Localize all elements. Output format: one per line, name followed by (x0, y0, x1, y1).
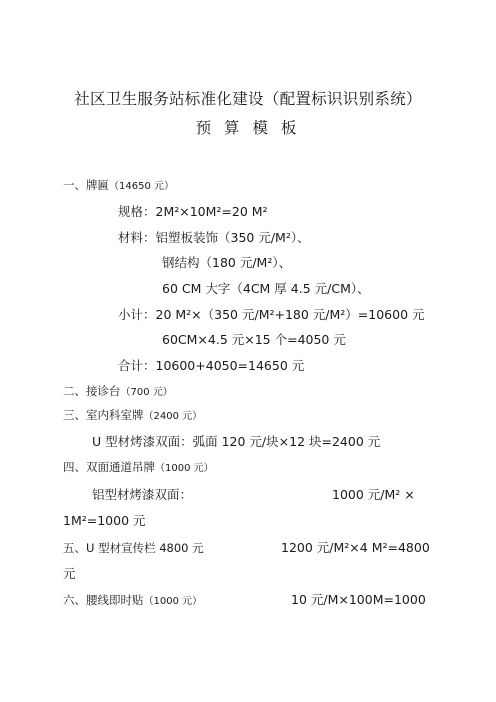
section-4-amount: （1000 元） (155, 463, 214, 474)
section-4-title: 四、双面通道吊牌 (63, 460, 155, 474)
section-4-line-c: 1M²=1000 元 (63, 513, 146, 528)
section-3-amount: （2400 元） (143, 411, 203, 422)
section-4-line-b: 1000 元/M² × (332, 487, 415, 502)
section-3-title: 三、室内科室牌 (63, 408, 144, 422)
section-1-total: 合计：10600+4050=14650 元 (118, 358, 305, 373)
section-1-heading (63, 180, 174, 192)
section-6-line-a: 10 元/M×100M=1000 (291, 592, 426, 607)
section-1-material-2: 钢结构（180 元/M²）、 (162, 255, 292, 270)
document-title: 社区卫生服务站标准化建设（配置标识识别系统） (74, 90, 422, 108)
section-1-subtotal-2: 60CM×4.5 元×15 个=4050 元 (162, 332, 346, 347)
document-subtitle: 预 算 模 板 (195, 119, 301, 137)
section-5-line-b: 元 (63, 566, 76, 581)
section-2-title: 二、接诊台 (63, 384, 121, 398)
section-3-line: U 型材烤漆双面：弧面 120 元/块×12 块=2400 元 (92, 434, 381, 449)
section-4-line-a: 铝型材烤漆双面： (92, 487, 193, 502)
section-1-spec: 规格：2M²×10M²=20 M² (118, 204, 268, 219)
section-1-subtotal-1: 小计：20 M²×（350 元/M²+180 元/M²）=10600 元 (118, 307, 425, 322)
section-6-title: 六、腰线即时贴 (63, 593, 144, 607)
section-5-line-a: 1200 元/M²×4 M²=4800 (281, 540, 430, 555)
section-4-heading (63, 462, 214, 474)
section-6-heading (63, 595, 202, 607)
section-2-heading (63, 386, 173, 398)
section-2-amount: （700 元） (120, 387, 173, 398)
section-6-amount: （1000 元） (143, 596, 203, 607)
section-1-material-3: 60 CM 大字（4CM 厚 4.5 元/CM）、 (162, 281, 370, 296)
section-5-heading: 五、U 型材宣传栏 4800 元 (63, 541, 204, 555)
section-1-material-1: 材料：铝塑板装饰（350 元/M²）、 (118, 230, 310, 245)
section-1-title: 一、牌匾 (63, 178, 109, 192)
section-1-amount: （14650 元） (109, 181, 174, 192)
section-3-heading (63, 410, 202, 422)
